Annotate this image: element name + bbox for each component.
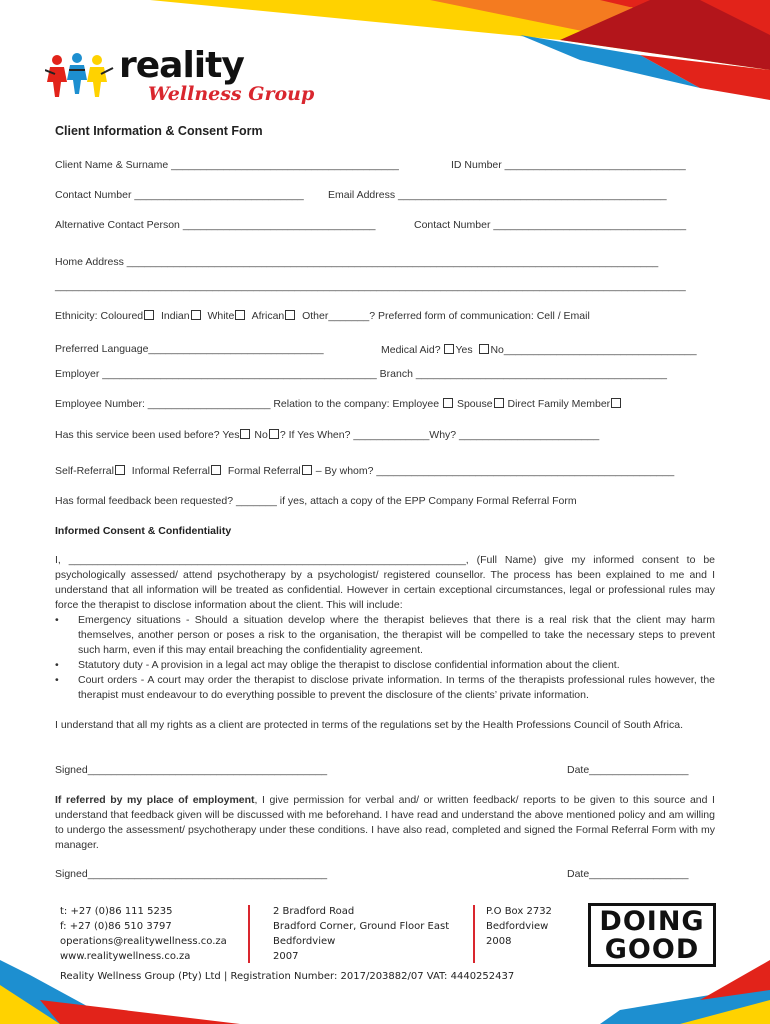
informal-referral-checkbox[interactable] [211, 465, 221, 475]
date-field-2[interactable]: Date_________________ [567, 868, 689, 880]
footer-addr-2: Bradford Corner, Ground Floor East [273, 921, 450, 932]
doing-good-logo [588, 903, 716, 967]
preferred-language-field[interactable]: Preferred Language______________________________ [55, 343, 324, 355]
direct-family-checkbox[interactable] [611, 398, 621, 408]
medical-aid-row [381, 344, 697, 356]
spouse-label: Spouse [456, 398, 493, 410]
footer-contacts [60, 904, 227, 964]
form-title: Client Information & Consent Form [55, 124, 263, 138]
service-when-why-field[interactable]: ? If Yes When? _____________Why? ________________________ [279, 429, 600, 441]
employer-branch-field[interactable]: Employer _______________________________________________ Branch ___________________________________________ [55, 368, 667, 380]
ethnicity-indian: Indian [161, 310, 190, 322]
alt-contact-field[interactable]: Alternative Contact Person _________________________________ [55, 219, 376, 231]
footer-po-1: P.O Box 2732 [486, 906, 552, 917]
african-checkbox[interactable] [285, 310, 295, 320]
self-referral-checkbox[interactable] [115, 465, 125, 475]
service-no-checkbox[interactable] [269, 429, 279, 439]
footer-po-3: 2008 [486, 936, 512, 947]
bullet-statutory [55, 658, 715, 673]
good-text: GOOD [604, 934, 700, 965]
signature-field-1[interactable]: Signed_________________________________________ [55, 764, 328, 776]
footer-web[interactable]: www.realitywellness.co.za [60, 951, 191, 962]
medical-yes-checkbox[interactable] [444, 344, 454, 354]
ethnicity-label: Ethnicity: [55, 310, 98, 322]
employment-consent [55, 793, 715, 853]
informal-referral-label: Informal Referral [131, 465, 210, 477]
ethnicity-coloured: Coloured [100, 310, 144, 322]
bullet-text: Statutory duty - A provision in a legal act may oblige the therapist to disclose confidential information about the client. [78, 659, 620, 671]
medical-no-checkbox[interactable] [479, 344, 489, 354]
signature-field-2[interactable]: Signed_________________________________________ [55, 868, 328, 880]
bullet-dot-icon: • [55, 614, 59, 626]
bullet-court [55, 673, 715, 703]
footer-addr-3: Bedfordview [273, 936, 336, 947]
service-no-label: No [254, 429, 268, 441]
bullet-text: Emergency situations - Should a situation develop where the therapist believes that there is a real risk that the client may harm themselves, another person or poses a risk to the organisation, the therapist will be compelled to take the necessary steps to prevent such harm, even if this may entail breaching the confidentiality agreement. [78, 614, 715, 656]
formal-referral-checkbox[interactable] [302, 465, 312, 475]
employee-number-row [55, 398, 622, 410]
footer-addr-1: 2 Bradford Road [273, 906, 355, 917]
formal-referral-label: Formal Referral [227, 465, 301, 477]
ethnicity-row [55, 310, 590, 322]
consent-heading: Informed Consent & Confidentiality [55, 525, 232, 537]
address-line-2[interactable]: ____________________________________________________________________________________________________________ [55, 280, 686, 292]
consent-intro: I, ____________________________________________________________________, (Full Name) give my informed consent to be psychologically assessed/ attend psychotherapy by a psychologist/ registered counsellor. The process has been explained to me and I understand that all information will be treated as confidential. However in certain exceptional circumstances, legal or professional rules may force the therapist to disclose information about the client. This will include: [55, 554, 715, 611]
email-field[interactable]: Email Address ______________________________________________ [328, 189, 667, 201]
contact-number-field[interactable]: Contact Number _____________________________ [55, 189, 304, 201]
logo-wordmark: reality [119, 45, 244, 86]
medical-no-field[interactable]: No_________________________________ [490, 344, 697, 356]
white-checkbox[interactable] [235, 310, 245, 320]
direct-family-label: Direct Family Member [507, 398, 611, 410]
service-used-label: Has this service been used before? Yes [55, 429, 240, 441]
home-address-field[interactable]: Home Address ___________________________________________________________________________________________ [55, 256, 659, 268]
feedback-requested-field[interactable]: Has formal feedback been requested? _______ if yes, attach a copy of the EPP Company Formal Referral Form [55, 495, 577, 507]
footer-tel: t: +27 (0)86 111 5235 [60, 906, 173, 917]
footer-addr-4: 2007 [273, 951, 299, 962]
self-referral-label: Self-Referral [55, 465, 114, 477]
spouse-checkbox[interactable] [494, 398, 504, 408]
alt-contact-number-field[interactable]: Contact Number _________________________________ [414, 219, 687, 231]
bullet-dot-icon: • [55, 674, 59, 686]
employment-consent-text: , I give permission for verbal and/ or written feedback/ reports to be given to this source and I understand that feedback given will be discussed with me beforehand. I have read and understand the above mentioned policy and am willing to undergo the assessment/ psychotherapy under these conditions. I have also read, completed and signed the Formal Referral Form with my manager. [55, 794, 715, 851]
medical-aid-label: Medical Aid? [381, 344, 441, 356]
rights-statement: I understand that all my rights as a client are protected in terms of the regulations set by the Health Professions Council of South Africa. [55, 719, 683, 731]
footer-fax: f: +27 (0)86 510 3797 [60, 921, 172, 932]
footer-po-box [486, 904, 552, 949]
ethnicity-other: Other [302, 310, 329, 322]
date-field-1[interactable]: Date_________________ [567, 764, 689, 776]
footer-registration: Reality Wellness Group (Pty) Ltd | Registration Number: 2017/203882/07 VAT: 4440252437 [60, 971, 515, 982]
id-number-field[interactable]: ID Number _______________________________ [451, 159, 686, 171]
people-logo-icon [45, 52, 115, 102]
bullet-dot-icon: • [55, 659, 59, 671]
footer-divider [473, 905, 475, 963]
referral-row [55, 465, 674, 477]
ethnicity-african: African [251, 310, 285, 322]
footer-po-2: Bedfordview [486, 921, 549, 932]
ethnicity-tail[interactable]: _______? Preferred form of communication: Cell / Email [328, 310, 590, 322]
medical-yes-label: Yes [455, 344, 473, 356]
client-name-field[interactable]: Client Name & Surname _______________________________________ [55, 159, 399, 171]
indian-checkbox[interactable] [191, 310, 201, 320]
footer-email[interactable]: operations@realitywellness.co.za [60, 936, 227, 947]
logo-tagline: Wellness Group [148, 83, 315, 105]
footer-divider [248, 905, 250, 963]
employee-checkbox[interactable] [443, 398, 453, 408]
coloured-checkbox[interactable] [144, 310, 154, 320]
service-yes-checkbox[interactable] [240, 429, 250, 439]
employment-consent-bold: If referred by my place of employment [55, 794, 255, 806]
ethnicity-white: White [207, 310, 235, 322]
doing-text: DOING [599, 906, 705, 937]
employee-number-field[interactable]: Employee Number: _____________________ Relation to the company: Employee [55, 398, 440, 410]
bullet-text: Court orders - A court may order the therapist to disclose private information. In terms of the therapists professional rules however, the therapist must endeavour to do everything possible to prevent the disclosure of the clients’ private information. [78, 674, 715, 701]
by-whom-field[interactable]: – By whom? ___________________________________________________ [315, 465, 675, 477]
footer-address [273, 904, 449, 964]
company-logo [45, 45, 335, 118]
bullet-emergency [55, 613, 715, 658]
service-used-row [55, 429, 599, 441]
